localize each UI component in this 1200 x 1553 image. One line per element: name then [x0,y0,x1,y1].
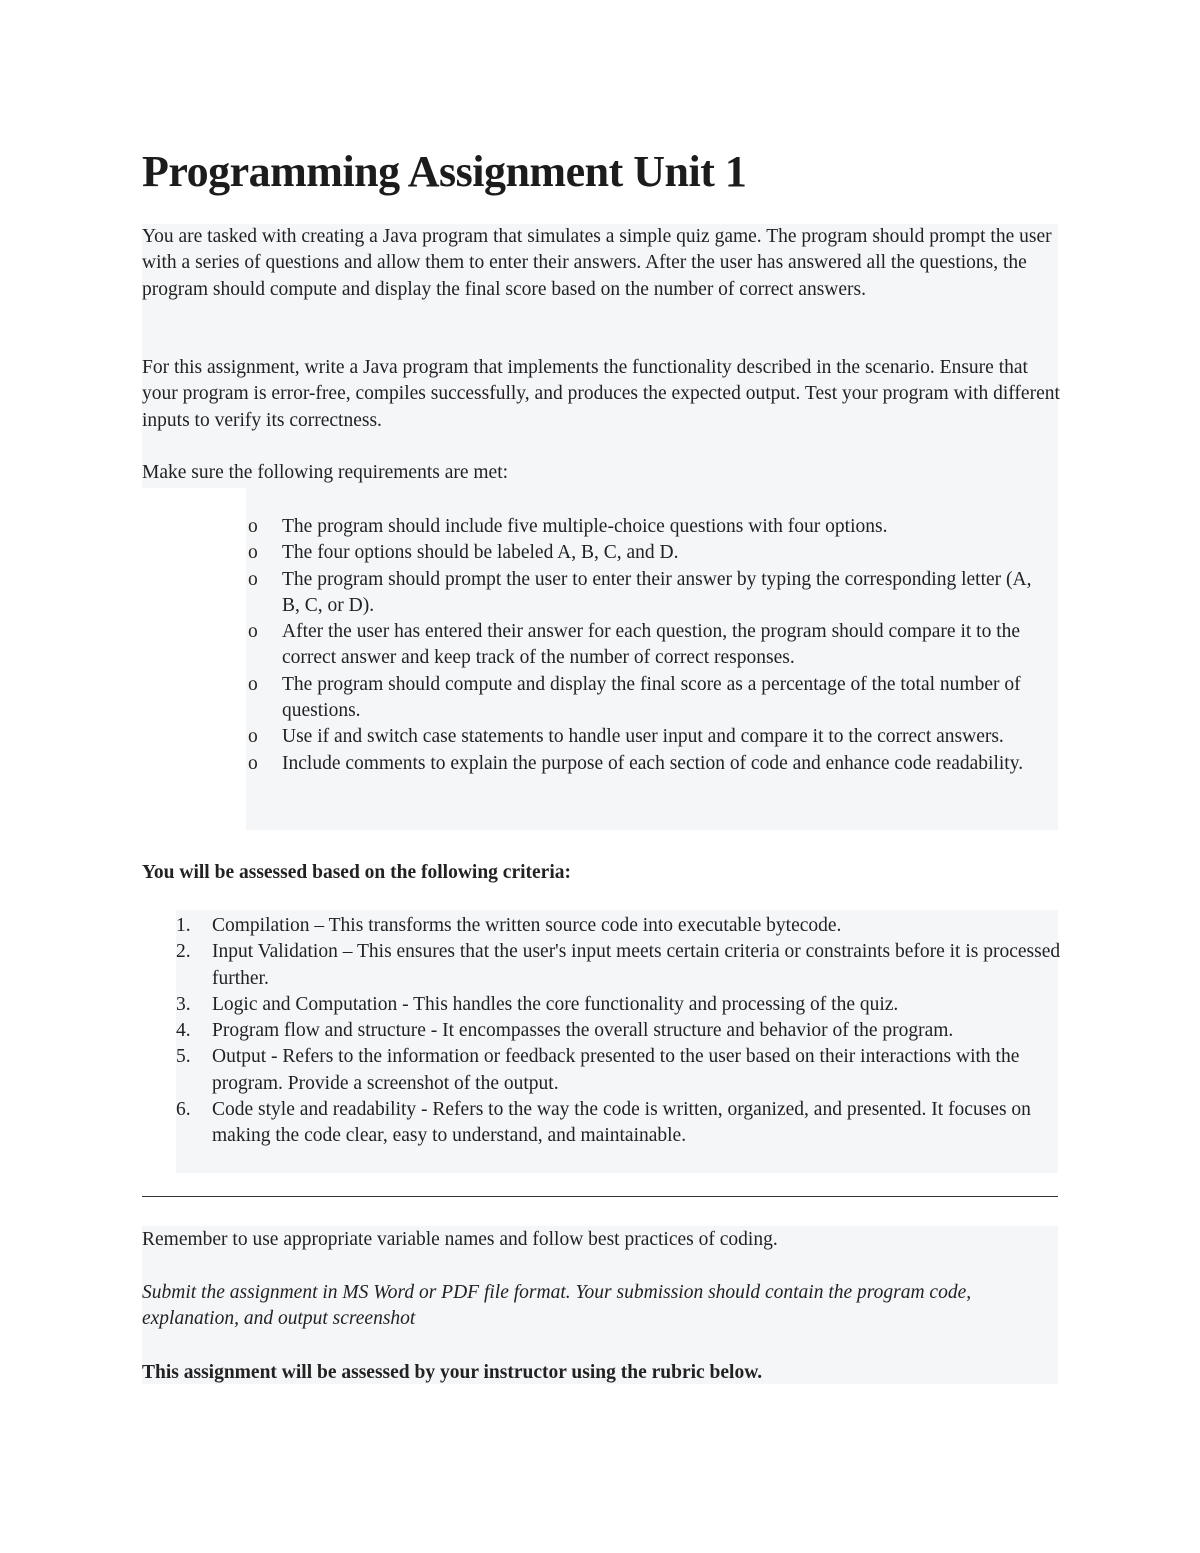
criteria-number: 1. [176,915,191,936]
intro-paragraph: You are tasked with creating a Java program that simulates a simple quiz game. The program should prompt the user with a series of questions and allow them to enter their answers. After the user has answered all the questions, the program should compute and display the final score based on the number of correct answers. [142,226,1052,300]
list-indent-white [142,488,246,830]
criteria-number: 3. [176,993,191,1015]
criteria-text: Input Validation – This ensures that the user's input meets certain criteria or constraints before it is processed further. [212,941,1061,989]
list-item [248,567,1048,620]
list-item [176,939,1066,992]
criteria-number: 6. [176,1099,191,1121]
requirement-text: The four options should be labeled A, B, C, and D. [282,542,679,564]
list-item [176,913,1066,939]
bullet-marker: o [248,568,258,590]
criteria-text: Code style and readability - Refers to the way the code is written, organized, and presented. It focuses on making the code clear, easy to understand, and maintainable. [212,1099,1031,1147]
criteria-text: Program flow and structure - It encompasses the overall structure and behavior of the program. [212,1020,954,1042]
list-item [248,514,1048,540]
bullet-marker: o [248,673,258,695]
criteria-text: Logic and Computation - This handles the core functionality and processing of the quiz. [212,993,899,1015]
horizontal-divider [142,1196,1058,1197]
list-item [248,724,1048,750]
list-item [176,992,1066,1018]
page-title: Programming Assignment Unit 1 [142,147,747,196]
criteria-number: 4. [176,1020,191,1042]
requirement-text: The program should prompt the user to enter their answer by typing the corresponding letter (A, B, C, or D). [282,568,1032,616]
list-item [248,672,1048,725]
list-item [176,1044,1066,1097]
criteria-heading: You will be assessed based on the following criteria: [142,862,571,883]
list-item [248,751,1048,777]
list-item [248,540,1048,566]
instructions-paragraph: For this assignment, write a Java program that implements the functionality described in the scenario. Ensure that your program is error-free, compiles successfully, and produces the expected output. Test your program with different inputs to verify its correctness. [142,357,1060,431]
reminder-paragraph: Remember to use appropriate variable names and follow best practices of coding. [142,1229,778,1250]
criteria-text: Output - Refers to the information or feedback presented to the user based on their interactions with the program. Provide a screenshot of the output. [212,1046,1020,1094]
bullet-marker: o [248,726,258,748]
bullet-marker: o [248,621,258,643]
requirement-text: After the user has entered their answer for each question, the program should compare it to the correct answer and keep track of the number of correct responses. [282,621,1021,669]
bullet-marker: o [248,752,258,774]
requirement-text: Use if and switch case statements to handle user input and compare it to the correct answers. [282,726,1004,748]
criteria-text: Compilation – This transforms the written source code into executable bytecode. [212,915,842,936]
requirement-text: The program should compute and display the final score as a percentage of the total number of questions. [282,673,1021,722]
criteria-number: 5. [176,1046,191,1068]
requirements-list [248,514,1048,777]
criteria-list [176,913,1066,1150]
submission-paragraph: Submit the assignment in MS Word or PDF file format. Your submission should contain the program code, explanation, and output screenshot [142,1282,972,1330]
requirement-text: Include comments to explain the purpose of each section of code and enhance code readability. [282,752,1024,774]
requirement-text: The program should include five multiple-choice questions with four options. [282,516,888,537]
list-item [176,1097,1066,1150]
bullet-marker: o [248,516,258,537]
requirements-heading: Make sure the following requirements are met: [142,462,509,483]
criteria-number: 2. [176,941,191,963]
list-item [176,1018,1066,1044]
rubric-note: This assignment will be assessed by your instructor using the rubric below. [142,1362,763,1383]
bullet-marker: o [248,542,258,564]
list-item [248,619,1048,672]
